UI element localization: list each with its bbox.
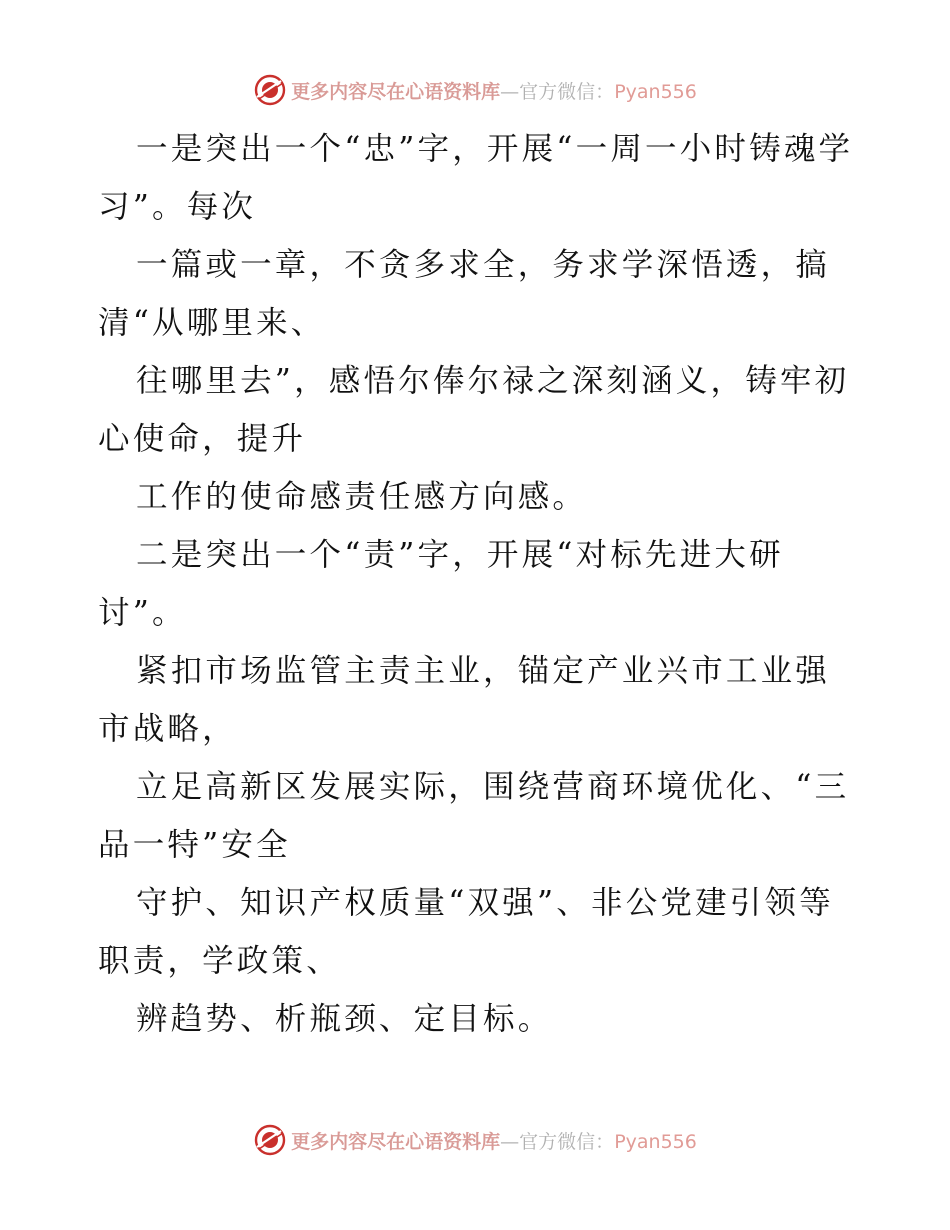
footer-watermark [0, 1120, 950, 1160]
header-watermark [0, 70, 950, 110]
watermark-title: 更多内容尽在心语资料库 [291, 1130, 501, 1153]
paragraph: 往哪里去”，感悟尔俸尔禄之深刻涵义，铸牢初心使命，提升 [98, 363, 850, 457]
paragraph: 紧扣市场监管主责主业，锚定产业兴市工业强市战略， [98, 653, 831, 747]
paragraph: 二是突出一个“责”字，开展“对标先进大研讨”。 [98, 537, 784, 631]
watermark-wechat-label: 官方微信： [519, 1130, 615, 1153]
watermark-text [291, 1127, 697, 1154]
paragraph: 一篇或一章，不贪多求全，务求学深悟透，搞清“从哪里来、 [98, 247, 831, 341]
watermark-dash: — [500, 80, 520, 103]
watermark-text [291, 77, 697, 104]
paragraph: 辨趋势、析瓶颈、定目标。 [136, 1001, 553, 1037]
watermark-dash: — [500, 1130, 520, 1153]
watermark-wechat-id: Pyan556 [614, 1130, 697, 1153]
paragraph: 立足高新区发展实际，围绕营商环境优化、“三品一特”安全 [98, 769, 850, 863]
logo-icon [253, 73, 287, 107]
paragraph: 一是突出一个“忠”字，开展“一周一小时铸魂学习”。每次 [98, 131, 854, 225]
paragraph: 工作的使命感责任感方向感。 [136, 479, 588, 515]
document-body [98, 120, 858, 1048]
watermark-wechat-id: Pyan556 [614, 80, 697, 103]
logo-icon [253, 1123, 287, 1157]
paragraph: 守护、知识产权质量“双强”、非公党建引领等职责，学政策、 [98, 885, 834, 979]
watermark-wechat-label: 官方微信： [519, 80, 615, 103]
watermark-title: 更多内容尽在心语资料库 [291, 80, 501, 103]
